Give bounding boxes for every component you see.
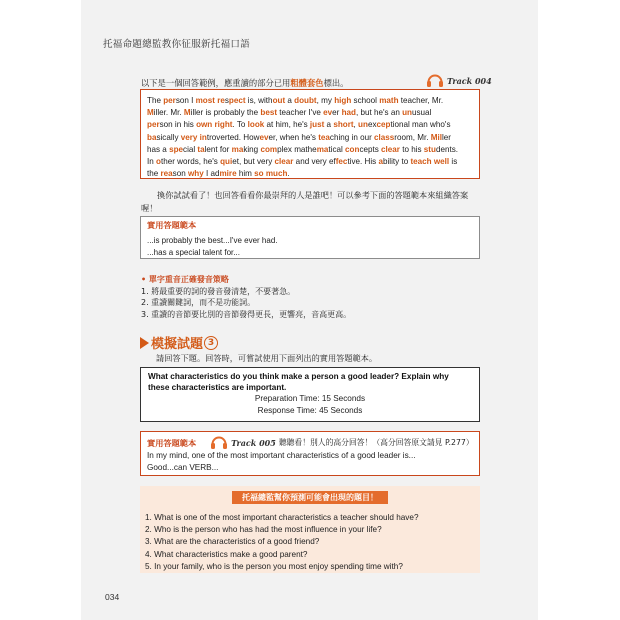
passage-text: is [449,157,458,167]
passage-text: sically [156,132,181,142]
stressed-syllable: tea [318,132,330,142]
passage-line [147,132,473,144]
stressed-syllable: un [358,120,368,130]
passage-text: ex [367,120,377,130]
intro-before: 以下是一個回答範例，應重讀的部分已用 [141,78,291,88]
stressed-syllable: rea [160,169,173,179]
passage-text: iller is probably the [190,108,261,118]
passage-text: at him, he's [264,120,310,130]
intro-highlight: 粗體套色 [290,78,324,88]
pronunciation-tips [141,274,351,320]
stressed-syllable: cep [376,120,391,130]
passage-text: son I [175,96,196,105]
stressed-syllable: mire [219,169,237,179]
stressed-syllable: spe [169,144,184,154]
stressed-syllable: ta [197,144,205,154]
prediction-item: 4. What characteristics make a good parent? [145,549,308,559]
stressed-syllable: con [345,144,360,154]
passage-line [147,95,473,107]
passage-text: him [236,169,255,179]
stressed-syllable: fec [335,157,348,167]
passage-text: teacher I've [277,108,324,118]
headphones-icon [426,73,444,88]
passage-text: and very ef [293,157,336,167]
instruction-text: 請回答下題。回答時，可嘗試使用下面列出的實用答題範本。 [156,353,378,363]
question-box [140,367,480,422]
phrases-box-title: 實用答題範本 [147,220,197,230]
stressed-syllable: best [260,108,278,118]
stressed-syllable: M [183,108,191,118]
stressed-syllable: look [247,120,265,130]
passage-text: to his [399,144,424,154]
passage-text: The [147,96,164,105]
stressed-syllable: a [378,157,383,167]
prep-time: Preparation Time: 15 Seconds [254,394,366,403]
intro-after: 標出。 [323,78,349,88]
passage-text: I ad [203,169,220,179]
running-head: 托福命題總監教你征服新托福口語 [103,39,251,50]
passage-text: ler [441,132,451,142]
passage-text: teacher, Mr. [398,96,444,105]
sample-passage-box [140,89,480,179]
stressed-syllable: per [147,120,160,130]
passage-text: . [287,169,290,179]
passage-text: cial [183,144,198,154]
stressed-syllable: re [217,96,225,105]
track-005-badge[interactable] [210,435,276,450]
sample-box-title: 實用答題範本 [147,437,197,448]
passage-text: , [353,120,359,130]
stressed-syllable: pect [228,96,246,105]
passage-text: , but he's an [355,108,403,118]
passage-text: er [332,108,342,118]
stressed-syllable: ma [316,144,329,154]
stressed-syllable: per [163,96,176,105]
useful-phrases-box [140,216,480,259]
tip-item: 3. 重讀的音節要比別的音節發得更長，更響亮，音高更高。 [141,309,352,319]
stressed-syllable: had [341,108,356,118]
stressed-syllable: why [187,169,204,179]
prediction-item: 3. What are the characteristics of a good friend? [145,537,320,547]
passage-text: dents. [435,144,458,154]
page-number: 034 [105,592,120,602]
passage-text: . To [232,120,248,130]
tip-item: 2. 重讀關鍵詞，而不是功能詞。 [141,298,256,307]
sample-line: In my mind, one of the most important characteristics of a good leader is... [147,451,416,460]
passage-text: a [285,96,295,105]
passage-text: plex mathe [277,144,317,154]
passage-text: er, when he's [268,132,319,142]
passage-text: bility to [383,157,411,167]
passage-text: troverted. How [206,132,260,142]
stressed-syllable: ev [323,108,333,118]
stressed-syllable: o [156,157,161,167]
passage-text: tical [328,144,346,154]
phrase-item: ...has a special talent for... [147,248,240,257]
prediction-item: 1. What is one of the most important characteristics a teacher should have? [145,513,419,522]
stressed-syllable: doubt [294,96,317,105]
stressed-syllable: ba [147,132,157,142]
track-004-badge[interactable] [426,73,492,88]
passage-text: son [172,169,188,179]
prediction-list [145,512,419,573]
phrase-item: ...is probably the best...I've ever had. [147,236,278,245]
stressed-syllable: so much [254,169,288,179]
stressed-syllable: Mil [430,132,442,142]
stressed-syllable: M [147,108,154,118]
prediction-banner: 托福總監幫你預測可能會出現的題目！ [232,491,388,504]
headphones-icon [210,435,228,450]
sample-answer-header [147,435,473,450]
stressed-syllable: class [374,132,395,142]
passage-line [147,156,473,168]
stressed-syllable: short [333,120,354,130]
stressed-syllable: un [402,108,412,118]
sample-answer-box [140,431,480,476]
passage-text: room, Mr. [394,132,431,142]
passage-text: In [147,157,156,167]
stressed-syllable: teach well [410,157,450,167]
listen-note: 聽聽看！別人的高分回答！（高分回答原文請見 P.277） [278,437,474,447]
passage-text: tive. His [347,157,379,167]
passage-text: a [324,120,334,130]
stressed-syllable: com [260,144,278,154]
passage-text: school [351,96,380,105]
stressed-syllable: very [180,132,198,142]
passage-text: the [147,169,161,179]
passage-line [147,107,473,119]
passage-text: lent for [204,144,232,154]
passage-text: iller. Mr. [153,108,184,118]
passage-text: s [224,96,229,105]
stressed-syllable: just [309,120,325,130]
section-heading [140,333,218,352]
stressed-syllable: math [379,96,399,105]
stressed-syllable: out [272,96,286,105]
passage-line [147,168,473,180]
stressed-syllable: ma [231,144,244,154]
passage-text: is, with [245,96,273,105]
stressed-syllable: clear [381,144,400,154]
passage-text: usual [411,108,432,118]
passage-text: ching in our [329,132,375,142]
intro-text [141,77,348,89]
passage-text: et, but very [232,157,275,167]
book-page [81,0,538,620]
tips-title: • 單字重音正確發音策略 [141,275,229,284]
passage-text: , my [316,96,335,105]
stressed-syllable: qui [220,157,233,167]
section-number: 3 [204,336,218,350]
passage-text: ther words, he's [160,157,221,167]
passage-text: son in his [159,120,197,130]
prediction-item: 5. In your family, who is the person you most enjoy spending time with? [145,561,403,571]
question-text: What characteristics do you think make a person a good leader? Explain why these characteristics are important. [148,372,449,392]
passage-line [147,119,473,131]
try-it-paragraph: 換你試試看了！也回答看看你最崇拜的人是誰吧！可以參考下面的答題範本來組織答案喔！ [141,190,469,213]
tip-item: 1. 將最重要的詞的發音發清楚，不要著急。 [141,286,296,296]
stressed-syllable: clear [274,157,294,167]
passage-text: tional man who's [390,120,451,130]
stressed-syllable: in [199,132,207,142]
track-005-label: Track 005 [231,437,276,448]
stressed-syllable: own right [196,120,233,130]
sample-line: Good...can VERB... [147,463,219,472]
passage-text: king [243,144,261,154]
stressed-syllable: stu [423,144,436,154]
triangle-arrow-icon [140,337,149,349]
stressed-syllable: most [195,96,215,105]
prediction-panel [140,486,480,573]
response-time: Response Time: 45 Seconds [257,406,363,415]
passage-text: cepts [359,144,382,154]
passage-line [147,144,473,156]
passage-text: has a [147,144,170,154]
stressed-syllable: high [334,96,352,105]
stressed-syllable: ev [259,132,269,142]
section-title: 模擬試題 [151,337,204,352]
track-004-label: Track 004 [447,75,492,86]
prediction-item: 2. Who is the person who has had the most influence in your life? [145,525,382,535]
